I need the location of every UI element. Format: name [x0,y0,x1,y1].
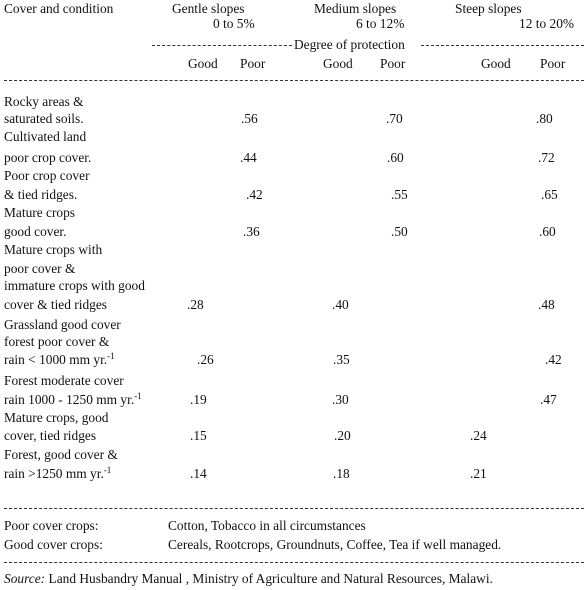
unit-superscript: -1 [107,351,115,361]
row-label-line [4,352,115,367]
note-label: Good cover crops: [4,537,103,552]
row-label-line: Forest moderate cover [4,373,124,388]
cell-gentle-good: .26 [197,352,214,367]
header-steep-range: 12 to 20% [519,16,575,31]
header-medium-good: Good [323,56,353,71]
row-label-line: Forest, good cover & [4,447,118,462]
row-label-line: & tied ridges. [4,187,78,202]
cell-steep-poor: .72 [538,150,555,165]
cell-medium-good: .30 [332,392,349,407]
unit-superscript: -1 [134,391,142,401]
header-steep-poor: Poor [540,56,566,71]
cell-medium-poor: .70 [386,111,403,126]
cell-steep-poor: .60 [539,224,556,239]
header-steep-slopes: Steep slopes [455,1,522,16]
row-label-line: Poor crop cover [4,168,90,183]
cell-gentle-good: .15 [190,428,207,443]
cell-medium-poor: .60 [387,150,404,165]
cell-steep-good: .21 [470,466,487,481]
degree-of-protection-label: Degree of protection [294,37,405,52]
header-medium-slopes: Medium slopes [314,1,397,16]
cell-medium-good: .35 [333,352,350,367]
note-text: Cereals, Rootcrops, Groundnuts, Coffee, Tea if well managed. [168,537,502,552]
unit-superscript: -1 [103,465,112,475]
source-label: Source: [4,571,46,586]
cell-gentle-good: .14 [190,466,207,481]
cell-steep-poor: .65 [541,187,558,202]
column-header-cover: Cover and condition [4,1,114,16]
header-steep-good: Good [481,56,511,71]
note-label: Poor cover crops: [4,518,99,533]
row-label-line: poor cover & [4,261,76,276]
row-label-line [4,466,111,481]
row-label-text: rain 1000 - 1250 mm yr. [4,392,135,407]
row-label-line: saturated soils. [4,111,84,126]
cell-steep-good: .24 [470,428,487,443]
header-gentle-range: 0 to 5% [213,16,255,31]
header-gentle-slopes: Gentle slopes [172,1,245,16]
row-label-line: immature crops with good [4,278,145,293]
cell-medium-poor: .55 [391,187,408,202]
source-line [4,571,493,586]
cell-gentle-good: .19 [190,392,207,407]
cell-steep-poor: .48 [538,297,555,312]
cell-medium-good: .40 [332,297,349,312]
row-label-line: poor crop cover. [4,150,92,165]
cell-gentle-poor: .36 [243,224,260,239]
header-medium-range: 6 to 12% [356,16,405,31]
row-label-line: good cover. [4,224,67,239]
notes-bottom-rule [4,562,584,563]
row-label-line: cover, tied ridges [4,428,97,443]
header-medium-poor: Poor [380,56,406,71]
row-label-line: Mature crops [4,205,76,220]
row-label-line: cover & tied ridges [4,297,107,312]
cell-gentle-good: .28 [187,297,204,312]
cell-gentle-poor: .44 [240,150,257,165]
header-gentle-poor: Poor [240,56,266,71]
header-bottom-rule [4,80,584,81]
row-label-line [4,392,142,407]
degree-rule-right [421,45,584,46]
cell-gentle-poor: .56 [241,111,258,126]
row-label-line: Cultivated land [4,129,87,144]
cell-steep-poor: .47 [540,392,557,407]
row-label-line: Rocky areas & [4,94,84,109]
source-text: Land Husbandry Manual , Ministry of Agriculture and Natural Resources, Malawi. [48,571,493,586]
row-label-text: rain >1250 mm yr. [4,466,104,481]
header-gentle-good: Good [188,56,218,71]
cell-medium-good: .20 [334,428,351,443]
row-label-line: Mature crops, good [4,410,109,425]
cell-steep-poor: .80 [536,111,553,126]
cell-gentle-poor: .42 [246,187,263,202]
cell-medium-good: .18 [333,466,350,481]
row-label-text: rain < 1000 mm yr. [4,352,108,367]
note-text: Cotton, Tobacco in all circumstances [168,518,366,533]
row-label-line: Mature crops with [4,242,103,257]
row-label-line: forest poor cover & [4,334,110,349]
cell-medium-poor: .50 [391,224,408,239]
row-label-line: Grassland good cover [4,317,121,332]
cell-steep-poor: .42 [545,352,562,367]
degree-rule-left [152,45,292,46]
table-bottom-rule [4,508,584,509]
